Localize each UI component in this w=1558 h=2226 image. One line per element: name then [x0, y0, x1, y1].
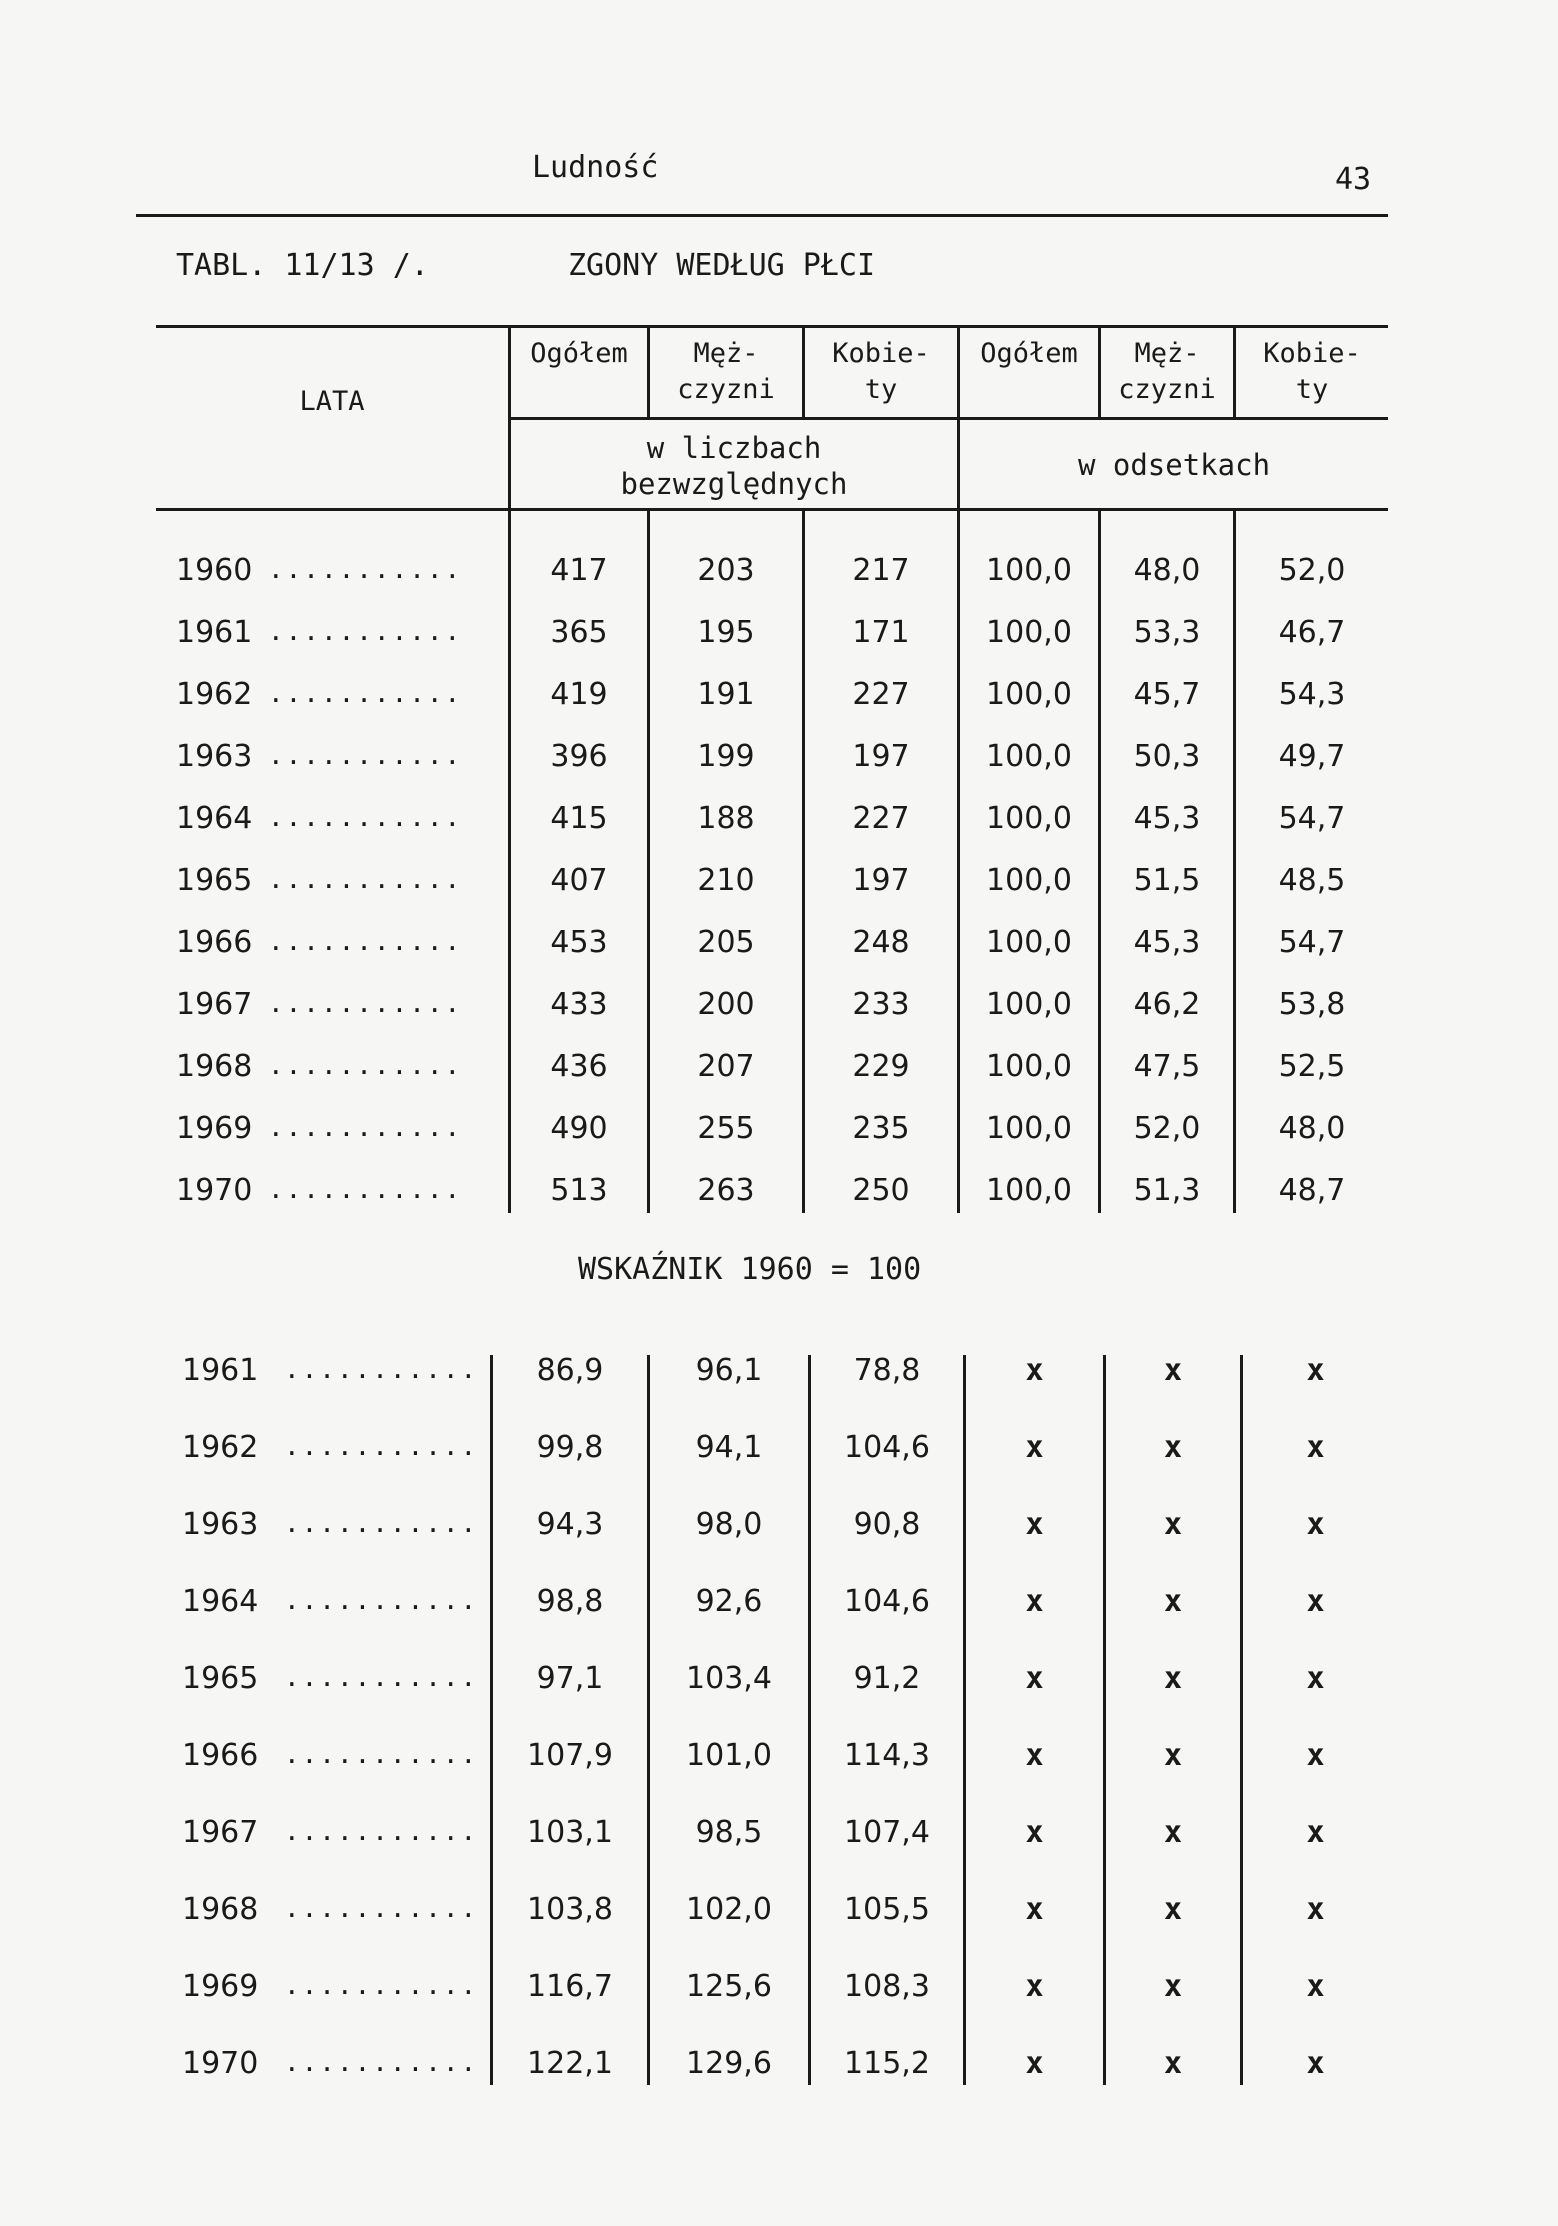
table-cell: x — [1025, 1507, 1044, 1542]
table-cell: 191 — [697, 677, 755, 712]
table-cell: 100,0 — [986, 553, 1072, 588]
table-cell: 51,5 — [1133, 863, 1201, 898]
row-year: 1965 — [176, 863, 253, 898]
table-cell: 100,0 — [986, 863, 1072, 898]
table-cell: 436 — [550, 1049, 608, 1084]
table-cell: 48,5 — [1278, 863, 1346, 898]
table-cell: x — [1163, 1584, 1183, 1619]
table-cell: 233 — [852, 987, 910, 1022]
row-year: 1964 — [176, 801, 253, 836]
table-cell: 46,2 — [1133, 987, 1201, 1022]
table-cell: x — [1306, 1815, 1325, 1850]
table-cell: 129,6 — [686, 2046, 772, 2081]
dot-leader: ........... — [284, 1509, 479, 1539]
table-cell: 99,8 — [536, 1430, 604, 1465]
table-cell: 227 — [852, 801, 910, 836]
table-cell: x — [1306, 1507, 1325, 1542]
dot-leader: ........... — [268, 1051, 463, 1081]
row-year: 1960 — [176, 553, 253, 588]
column-header: Ogółem — [980, 338, 1078, 369]
dot-leader: ........... — [268, 1175, 463, 1205]
table-cell: 90,8 — [853, 1507, 921, 1542]
page-number: 43 — [1335, 162, 1372, 197]
table-cell: 94,3 — [536, 1507, 604, 1542]
dot-leader: ........... — [268, 555, 463, 585]
column-header: Kobie- ty — [1263, 338, 1361, 405]
table-cell: 207 — [697, 1049, 755, 1084]
table-title: ZGONY WEDŁUG PŁCI — [568, 248, 876, 283]
table-cell: 433 — [550, 987, 608, 1022]
table-cell: 94,1 — [695, 1430, 763, 1465]
table-cell: x — [1163, 1353, 1183, 1388]
row-year: 1967 — [176, 987, 253, 1022]
table-cell: 91,2 — [853, 1661, 921, 1696]
table-cell: 229 — [852, 1049, 910, 1084]
table-cell: 263 — [697, 1173, 755, 1208]
table-cell: 217 — [852, 553, 910, 588]
table-cell: 116,7 — [527, 1969, 613, 2004]
table-cell: 46,7 — [1278, 615, 1346, 650]
table-cell: 195 — [697, 615, 755, 650]
table-cell: 103,1 — [527, 1815, 613, 1850]
running-header: Ludność — [532, 150, 659, 185]
table-cell: 365 — [550, 615, 608, 650]
table-cell: 52,0 — [1278, 553, 1346, 588]
table-cell: 49,7 — [1278, 739, 1346, 774]
column-header: Męż- czyzni — [677, 338, 775, 405]
table-cell: 47,5 — [1133, 1049, 1201, 1084]
table-cell: 417 — [550, 553, 608, 588]
table-cell: 96,1 — [695, 1353, 763, 1388]
table-cell: 100,0 — [986, 1173, 1072, 1208]
table-cell: 108,3 — [844, 1969, 930, 2004]
table-cell: 54,3 — [1278, 677, 1346, 712]
table-cell: 105,5 — [844, 1892, 930, 1927]
row-year: 1969 — [182, 1969, 259, 2004]
table-cell: 103,8 — [527, 1892, 613, 1927]
column-header-lata: LATA — [299, 386, 365, 417]
index-title: WSKAŹNIK 1960 = 100 — [578, 1252, 922, 1287]
table-cell: 188 — [697, 801, 755, 836]
table-cell: 100,0 — [986, 925, 1072, 960]
row-year: 1968 — [176, 1049, 253, 1084]
row-year: 1964 — [182, 1584, 259, 1619]
row-year: 1961 — [182, 1353, 259, 1388]
table-cell: x — [1163, 1430, 1183, 1465]
dot-leader: ........... — [284, 1971, 479, 2001]
table-cell: x — [1025, 1353, 1044, 1388]
dot-leader: ........... — [284, 2048, 479, 2078]
table-cell: x — [1025, 1892, 1044, 1927]
table-cell: 122,1 — [527, 2046, 613, 2081]
table-cell: 100,0 — [986, 1111, 1072, 1146]
table-cell: x — [1163, 1969, 1183, 2004]
table-cell: x — [1163, 1507, 1183, 1542]
table-cell: x — [1306, 1969, 1325, 2004]
dot-leader: ........... — [284, 1894, 479, 1924]
table-cell: x — [1306, 1661, 1325, 1696]
table-cell: 415 — [550, 801, 608, 836]
table-cell: x — [1306, 1430, 1325, 1465]
table-cell: x — [1306, 1353, 1325, 1388]
row-year: 1968 — [182, 1892, 259, 1927]
table-cell: x — [1163, 2046, 1183, 2081]
table-cell: 103,4 — [686, 1661, 772, 1696]
table-cell: 50,3 — [1133, 739, 1201, 774]
table-cell: 98,8 — [536, 1584, 604, 1619]
table-cell: 205 — [697, 925, 755, 960]
row-year: 1970 — [176, 1173, 253, 1208]
table-cell: x — [1306, 1892, 1325, 1927]
table-cell: x — [1306, 2046, 1325, 2081]
table-cell: 235 — [852, 1111, 910, 1146]
table-cell: x — [1163, 1815, 1183, 1850]
table-cell: 255 — [697, 1111, 755, 1146]
table-cell: 51,3 — [1133, 1173, 1201, 1208]
table-cell: x — [1025, 1969, 1044, 2004]
table-cell: 171 — [852, 615, 910, 650]
table-cell: 197 — [852, 863, 910, 898]
table-cell: 125,6 — [686, 1969, 772, 2004]
dot-leader: ........... — [284, 1355, 479, 1385]
group-header-absolute: w liczbach bezwzględnych — [620, 431, 848, 501]
table-cell: 45,7 — [1133, 677, 1201, 712]
dot-leader: ........... — [268, 617, 463, 647]
row-year: 1961 — [176, 615, 253, 650]
table-cell: 100,0 — [986, 615, 1072, 650]
table-cell: 453 — [550, 925, 608, 960]
table-cell: 513 — [550, 1173, 608, 1208]
table-cell: 490 — [550, 1111, 608, 1146]
row-year: 1970 — [182, 2046, 259, 2081]
dot-leader: ........... — [284, 1740, 479, 1770]
table-cell: 107,4 — [844, 1815, 930, 1850]
table-cell: 92,6 — [695, 1584, 763, 1619]
dot-leader: ........... — [268, 803, 463, 833]
table-cell: 102,0 — [686, 1892, 772, 1927]
dot-leader: ........... — [284, 1432, 479, 1462]
dot-leader: ........... — [268, 927, 463, 957]
row-year: 1963 — [176, 739, 253, 774]
table-cell: 203 — [697, 553, 755, 588]
table-cell: 53,3 — [1133, 615, 1201, 650]
table-cell: 53,8 — [1278, 987, 1346, 1022]
dot-leader: ........... — [268, 865, 463, 895]
table-cell: 52,5 — [1278, 1049, 1346, 1084]
table-cell: 45,3 — [1133, 925, 1201, 960]
dot-leader: ........... — [268, 679, 463, 709]
table-cell: 100,0 — [986, 1049, 1072, 1084]
table-cell: 199 — [697, 739, 755, 774]
table-cell: x — [1163, 1892, 1183, 1927]
row-year: 1963 — [182, 1507, 259, 1542]
table-cell: x — [1025, 2046, 1044, 2081]
table-cell: x — [1306, 1738, 1325, 1773]
table-cell: 52,0 — [1133, 1111, 1201, 1146]
subhead-rule — [508, 417, 1388, 420]
table-cell: 54,7 — [1278, 801, 1346, 836]
row-year: 1962 — [176, 677, 253, 712]
table-cell: x — [1025, 1815, 1044, 1850]
table-cell: 100,0 — [986, 987, 1072, 1022]
table-cell: 227 — [852, 677, 910, 712]
table-cell: 45,3 — [1133, 801, 1201, 836]
table-cell: 419 — [550, 677, 608, 712]
table-cell: 104,6 — [844, 1584, 930, 1619]
dot-leader: ........... — [268, 1113, 463, 1143]
table-cell: x — [1306, 1584, 1325, 1619]
table-cell: 48,0 — [1278, 1111, 1346, 1146]
table-cell: x — [1025, 1738, 1044, 1773]
dot-leader: ........... — [268, 989, 463, 1019]
table-cell: x — [1163, 1738, 1183, 1773]
row-year: 1965 — [182, 1661, 259, 1696]
table-cell: 114,3 — [844, 1738, 930, 1773]
header-bottom-rule — [156, 508, 1388, 511]
table-cell: 78,8 — [853, 1353, 921, 1388]
table-cell: 54,7 — [1278, 925, 1346, 960]
table-cell: 98,0 — [695, 1507, 763, 1542]
table-cell: 98,5 — [695, 1815, 763, 1850]
row-year: 1966 — [176, 925, 253, 960]
table-cell: 107,9 — [527, 1738, 613, 1773]
column-header: Męż- czyzni — [1118, 338, 1216, 405]
table-cell: 197 — [852, 739, 910, 774]
group-header-percent: w odsetkach — [1077, 448, 1271, 482]
row-year: 1966 — [182, 1738, 259, 1773]
table-cell: 101,0 — [686, 1738, 772, 1773]
dot-leader: ........... — [284, 1817, 479, 1847]
table-cell: 97,1 — [536, 1661, 604, 1696]
table-cell: 104,6 — [844, 1430, 930, 1465]
table-top-rule — [156, 325, 1388, 328]
row-year: 1967 — [182, 1815, 259, 1850]
table-cell: 48,0 — [1133, 553, 1201, 588]
table-cell: x — [1025, 1584, 1044, 1619]
table-cell: 210 — [697, 863, 755, 898]
table-cell: 100,0 — [986, 677, 1072, 712]
table-label: TABL. 11/13 /. — [176, 248, 429, 283]
table-cell: 100,0 — [986, 739, 1072, 774]
column-header: Kobie- ty — [832, 338, 930, 405]
dot-leader: ........... — [284, 1586, 479, 1616]
table-cell: x — [1025, 1430, 1044, 1465]
table-cell: 396 — [550, 739, 608, 774]
table-cell: x — [1163, 1661, 1183, 1696]
table-cell: 200 — [697, 987, 755, 1022]
dot-leader: ........... — [284, 1663, 479, 1693]
column-header: Ogółem — [530, 338, 628, 369]
table-cell: 407 — [550, 863, 608, 898]
table-cell: 250 — [852, 1173, 910, 1208]
row-year: 1969 — [176, 1111, 253, 1146]
table-cell: 48,7 — [1278, 1173, 1346, 1208]
table-cell: x — [1025, 1661, 1044, 1696]
dot-leader: ........... — [268, 741, 463, 771]
header-rule — [136, 214, 1388, 217]
row-year: 1962 — [182, 1430, 259, 1465]
table-cell: 115,2 — [844, 2046, 930, 2081]
table-cell: 248 — [852, 925, 910, 960]
table-cell: 100,0 — [986, 801, 1072, 836]
table-cell: 86,9 — [536, 1353, 604, 1388]
